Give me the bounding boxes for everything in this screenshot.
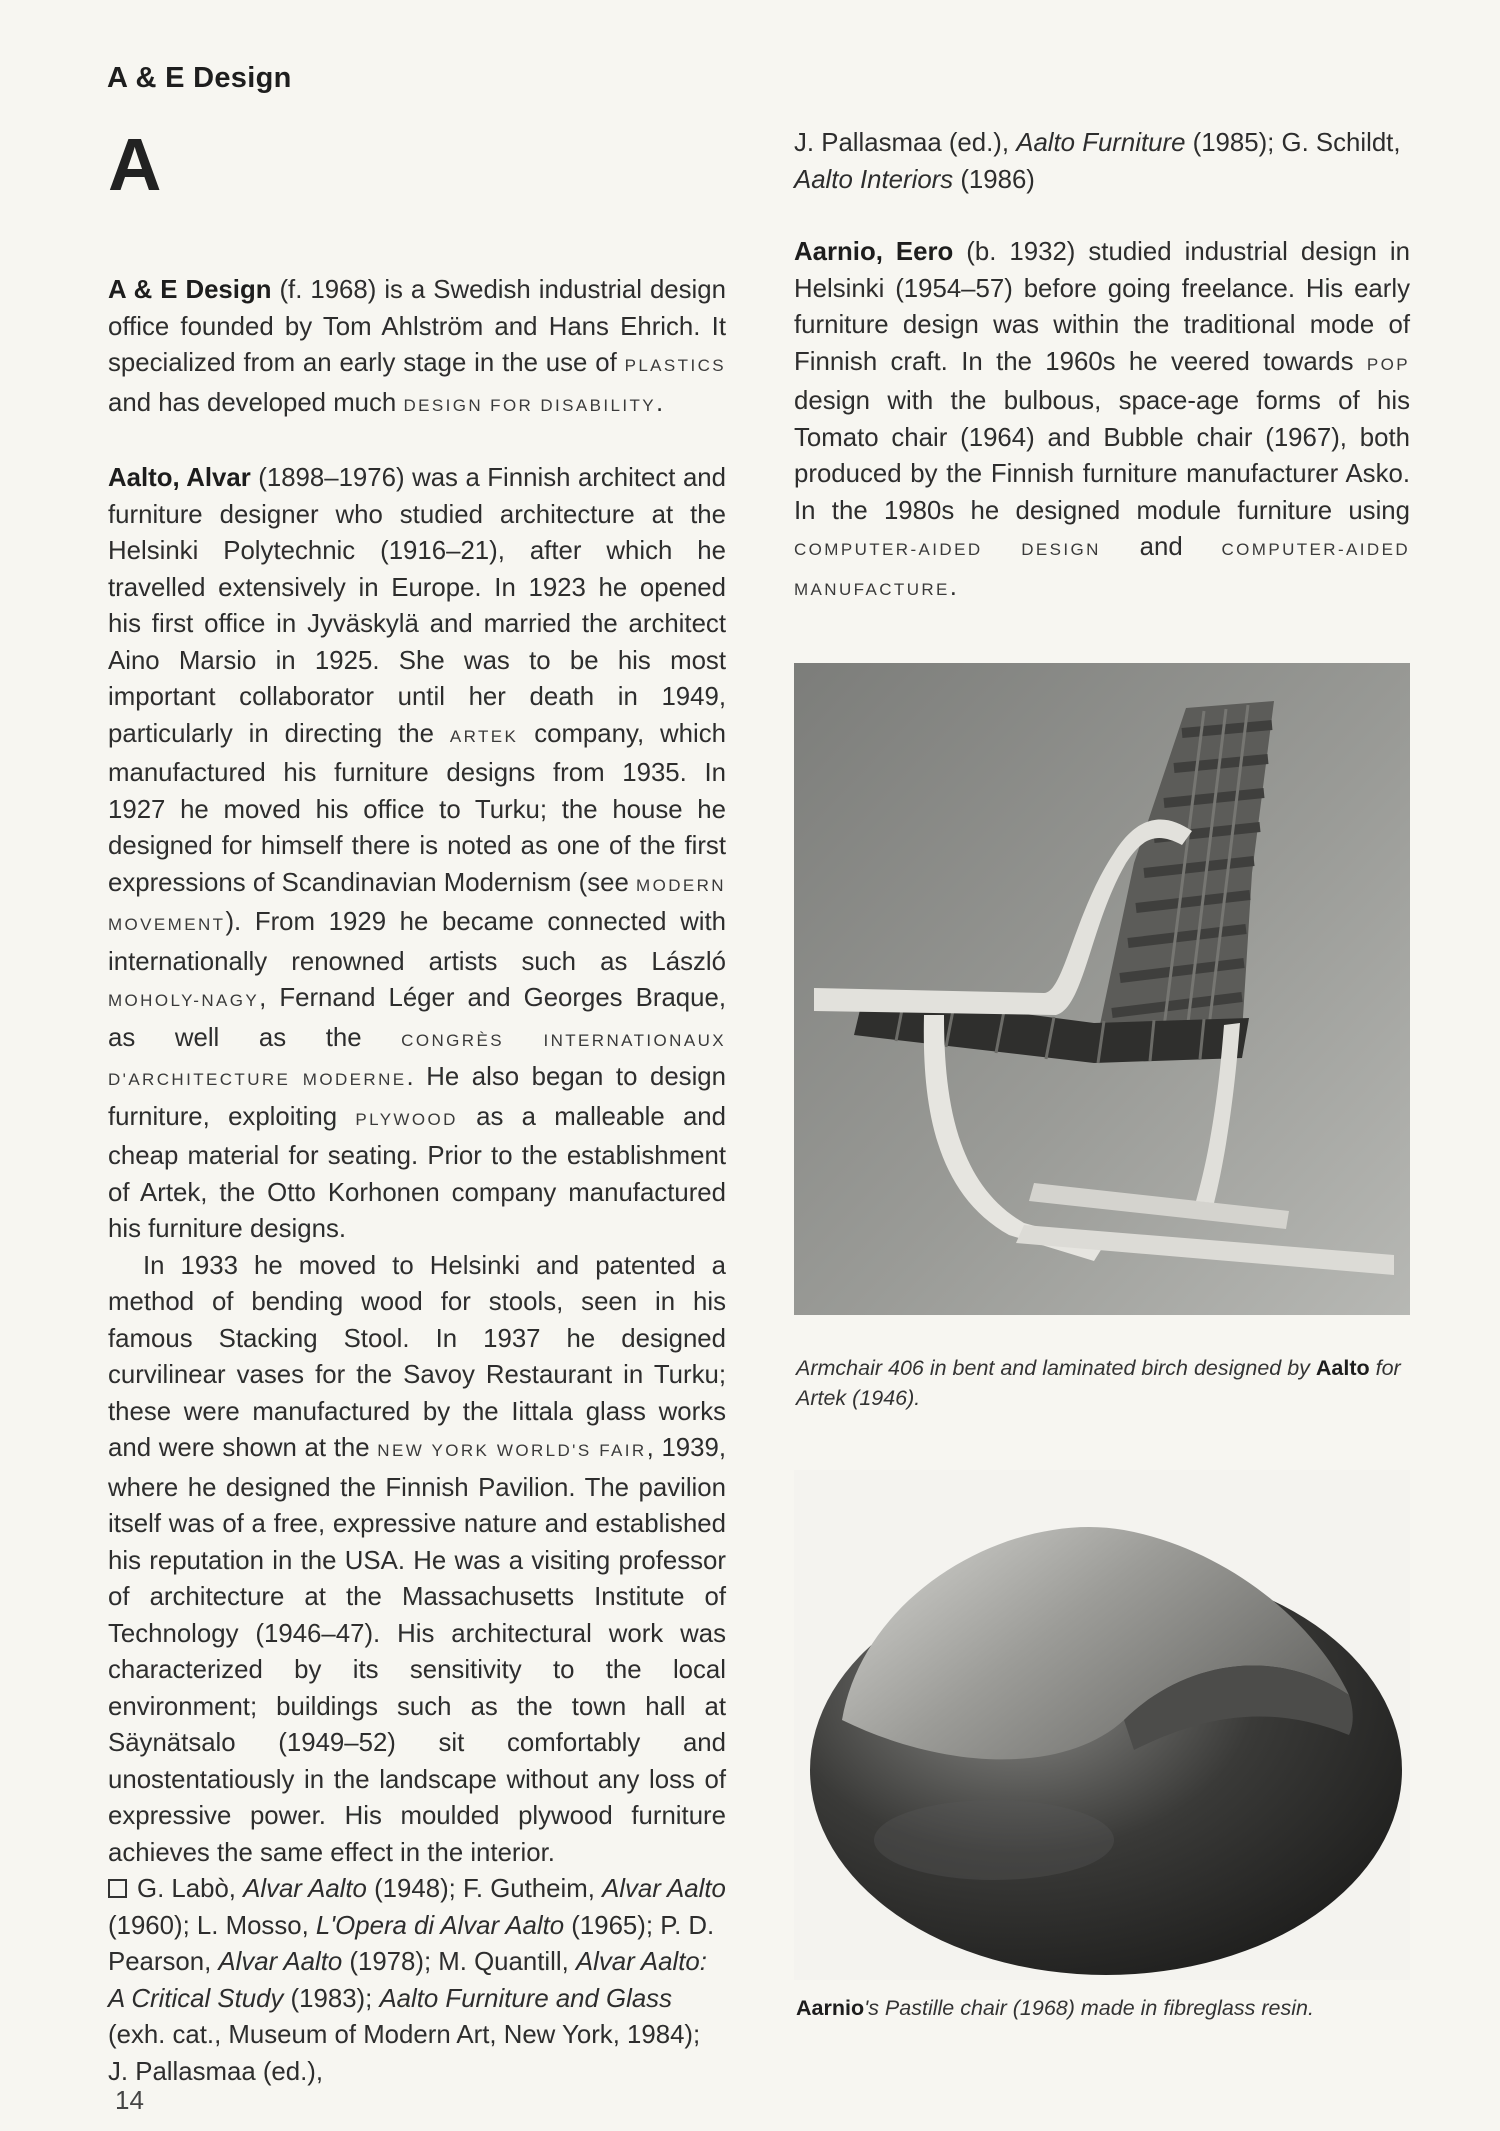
left-column (108, 272, 726, 2090)
cross-reference[interactable]: NEW YORK WORLD'S FAIR (377, 1441, 647, 1460)
cross-reference[interactable]: ARTEK (449, 726, 519, 746)
cross-reference[interactable]: PLYWOOD (355, 1109, 458, 1129)
page-number: 14 (115, 2085, 144, 2115)
caption-armchair: Armchair 406 in bent and laminated birch designed by Aalto for Artek (1946). (796, 1356, 1401, 1410)
cross-reference[interactable]: COMPUTER-AIDED DESIGN (794, 540, 1101, 559)
pastille-chair-photo (794, 1470, 1410, 1980)
entry-aarnio-eero: Aarnio, Eero (b. 1932) studied industrial design in Helsinki (1954–57) before going freelance. His early furniture design was within the traditional mode of Finnish craft. In the 1960s he veered towards POP design with the bulbous, space-age forms of his Tomato chair (1964) and Bubble chair (1967), both produced by the Finnish furniture manufacturer Asko. In the 1980s he designed module furniture using COMPUTER-AIDED DESIGN and COMPUTER-AIDED MANUFACTURE. (794, 238, 1410, 601)
headword: A & E Design (108, 276, 272, 304)
bibliography-box-icon (108, 1879, 127, 1898)
cross-reference[interactable]: DESIGN FOR DISABILITY (403, 395, 657, 415)
right-column (794, 125, 1410, 608)
cross-reference[interactable]: MODERN MOVEMENT (108, 875, 726, 934)
cross-reference[interactable]: COMPUTER-AIDED MANUFACTURE (794, 540, 1410, 599)
running-head: A & E Design (107, 62, 292, 94)
bibliography-continued: J. Pallasmaa (ed.), Aalto Furniture (1985); G. Schildt, Aalto Interiors (1986) (794, 129, 1401, 194)
cross-reference[interactable]: CONGRÈS INTERNATIONAUX D'ARCHITECTURE MODERNE (108, 1030, 726, 1089)
pastille-illustration (794, 1470, 1410, 1980)
armchair-illustration (794, 663, 1410, 1315)
section-letter: A (108, 123, 162, 206)
caption-pastille: Aarnio's Pastille chair (1968) made in fibreglass resin. (796, 1996, 1314, 2020)
entry-ae-design: A & E Design (f. 1968) is a Swedish industrial design office founded by Tom Ahlström and Hans Ehrich. It specialized from an early stage in the use of PLASTICS and has developed much DESIGN FOR DISABILITY. (108, 276, 726, 417)
bibliography: G. Labò, Alvar Aalto (1948); F. Gutheim, Alvar Aalto (1960); L. Mosso, L'Opera di Alvar Aalto (1965); P. D. Pearson, Alvar Aalto (1978); M. Quantill, Alvar Aalto: A Critical Study (1983); Aalto Furniture and Glass (exh. cat., Museum of Modern Art, New York, 1984); J. Pallasmaa (ed.), (108, 1875, 726, 2086)
armchair-406-photo (794, 663, 1410, 1315)
cross-reference[interactable]: POP (1366, 354, 1410, 374)
headword: Aarnio, Eero (794, 238, 954, 266)
headword: Aalto, Alvar (108, 464, 251, 492)
entry-aalto-paragraph-2: In 1933 he moved to Helsinki and patented a method of bending wood for stools, seen in his famous Stacking Stool. In 1937 he designed curvilinear vases for the Savoy Restaurant in Turku; these were manufactured by the Iittala glass works and were shown at the NEW YORK WORLD'S FAIR, 1939, where he designed the Finnish Pavilion. The pavilion itself was of a free, expressive nature and established his reputation in the USA. He was a visiting professor of architecture at the Massachusetts Institute of Technology (1946–47). His architectural work was characterized by its sensitivity to the local environment; buildings such as the town hall at Säynätsalo (1949–52) sit comfortably and unostentatiously in the landscape without any loss of expressive power. His moulded plywood furniture achieves the same effect in the interior. (108, 1251, 726, 1867)
entry-aalto-alvar: Aalto, Alvar (1898–1976) was a Finnish architect and furniture designer who studied architecture at the Helsinki Polytechnic (1916–21), after which he travelled extensively in Europe. In 1923 he opened his first office in Jyväskylä and married the architect Aino Marsio in 1925. She was to be his most important collaborator until her death in 1949, particularly in directing the ARTEK company, which manufactured his furniture designs from 1935. In 1927 he moved his office to Turku; the house he designed for himself there is noted as one of the first expressions of Scandinavian Modernism (see MODERN MOVEMENT). From 1929 he became connected with internationally renowned artists such as László MOHOLY-NAGY, Fernand Léger and Georges Braque, as well as the CONGRÈS INTERNATIONAUX D'ARCHITECTURE MODERNE. He also began to design furniture, exploiting PLYWOOD as a malleable and cheap material for seating. Prior to the establishment of Artek, the Otto Korhonen company manufactured his furniture designs. (108, 464, 727, 1243)
cross-reference[interactable]: PLASTICS (624, 356, 726, 375)
cross-reference[interactable]: MOHOLY-NAGY (108, 991, 260, 1010)
